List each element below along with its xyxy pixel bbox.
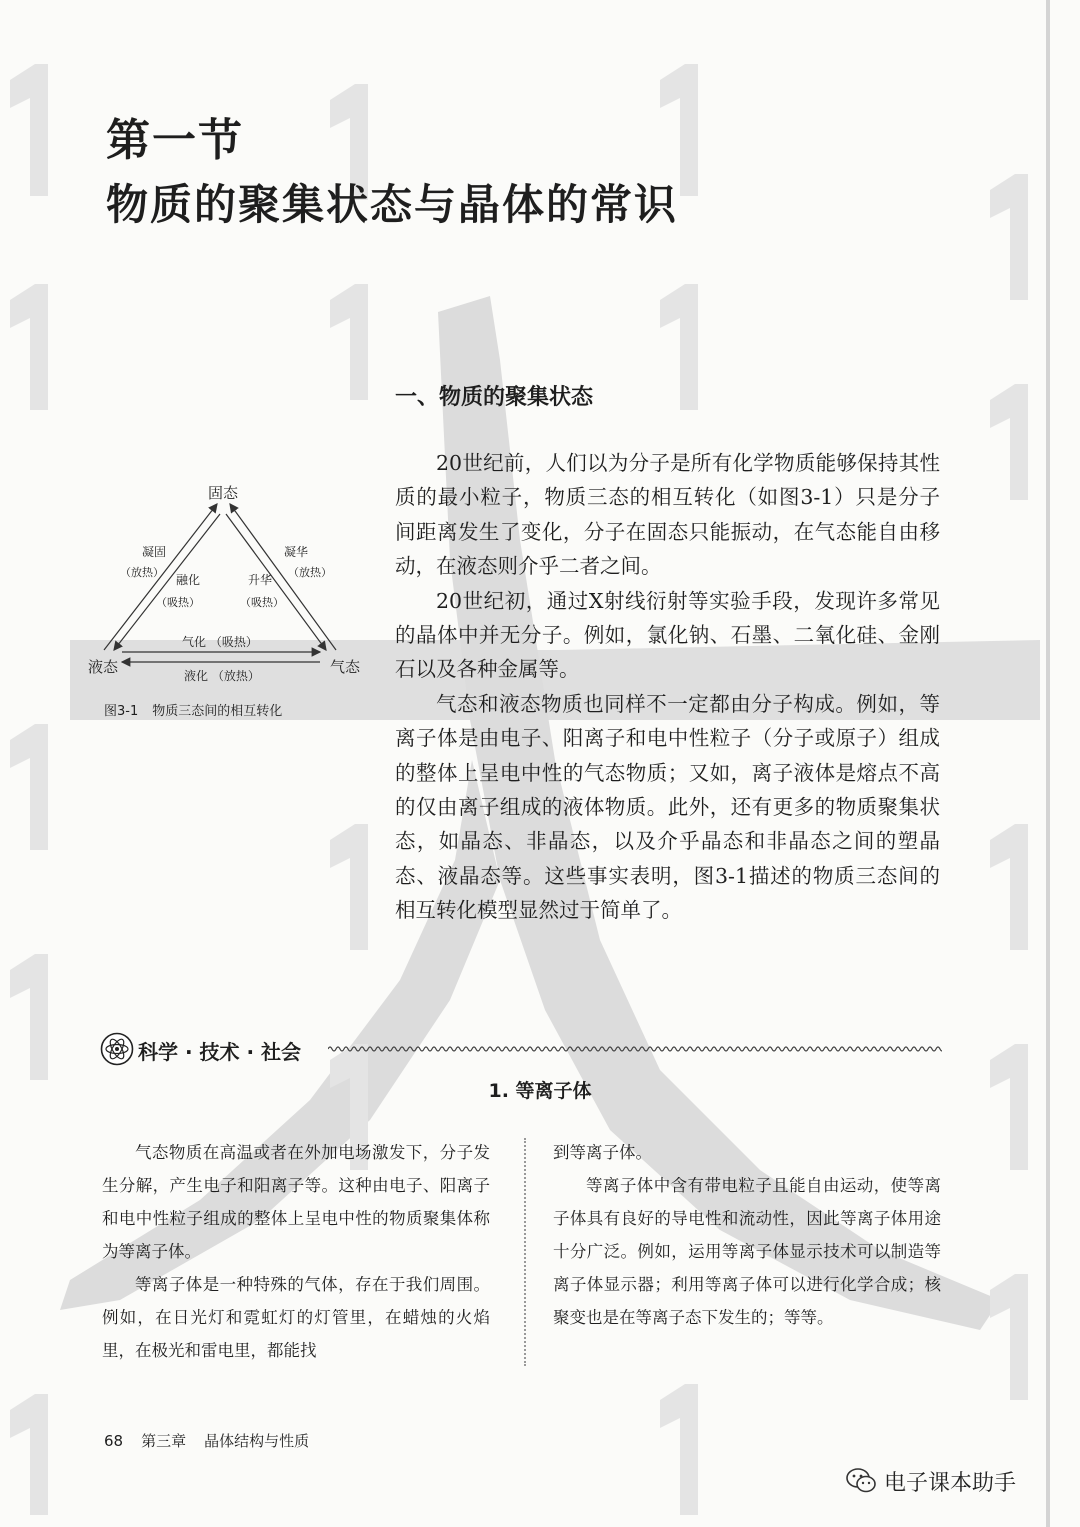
sublime-heat-label: （吸热）	[240, 596, 284, 609]
paragraph: 气态和液态物质也同样不一定都由分子构成。例如，等离子体是由电子、阳离子和电中性粒子（分子或原子）组成的整体上呈电中性的气态物质；又如，离子液体是熔点不高的仅由离子组成的液体物质。此外，还有更多的物质聚集状态，如晶态、非晶态，以及介乎晶态和非晶态之间的塑晶态、液晶态等。这些事实表明，图3-1描述的物质三态间的相互转化模型显然过于简单了。	[395, 691, 940, 923]
watermark-text: 电子课本助手	[884, 1470, 1017, 1496]
paragraph: 20世纪前，人们以为分子是所有化学物质能够保持其性质的最小粒子，物质三态的相互转化（如图3-1）只是分子间距离发生了变化，分子在固态只能振动，在气态能自由移动，在液态则介乎二者之间。	[395, 451, 940, 579]
wechat-icon	[846, 1467, 876, 1495]
melt-label: 融化	[176, 573, 201, 587]
sts-subtitle: 1. 等离子体	[488, 1080, 592, 1102]
melt-arrow	[114, 514, 220, 650]
paragraph: 等离子体是一种特殊的气体，存在于我们周围。例如，在日光灯和霓虹灯的灯管里，在蜡烛的火焰里，在极光和雷电里，都能找	[102, 1275, 490, 1360]
subsection-heading: 一、物质的聚集状态	[395, 385, 594, 410]
figure-caption	[104, 700, 296, 719]
liquefy-label: 液化 （放热）	[184, 669, 260, 683]
main-body-text	[395, 446, 940, 928]
chapter-title: 晶体结构与性质	[204, 1432, 310, 1450]
paragraph: 气态物质在高温或者在外加电场激发下，分子发生分解，产生电子和阳离子等。这种由电子、阳离子和电中性粒子组成的整体上呈电中性的物质聚集体称为等离子体。	[102, 1143, 490, 1261]
sts-left-column	[102, 1136, 490, 1367]
solid-label: 固态	[208, 484, 239, 502]
paragraph: 等离子体中含有带电粒子且能自由运动，使等离子体具有良好的导电性和流动性，因此等离子体用途十分广泛。例如，运用等离子体显示技术可以制造等离子体显示器；利用等离子体可以进行化学合成；核聚变也是在等离子态下发生的；等等。	[553, 1176, 941, 1327]
chapter-label: 第三章	[141, 1432, 187, 1450]
vaporize-label: 气化 （吸热）	[182, 635, 258, 649]
figure-number: 图3-1	[104, 704, 139, 719]
wavy-divider	[328, 1044, 942, 1054]
section-title: 物质的聚集状态与晶体的常识	[106, 180, 679, 229]
page-footer	[104, 1430, 327, 1451]
page-edge-shadow	[1046, 0, 1050, 1527]
gas-label: 气态	[330, 658, 361, 676]
wechat-watermark	[846, 1464, 1016, 1498]
sts-section-label: 科学 · 技术 · 社会	[138, 1040, 302, 1064]
paragraph-continuation: 到等离子体。	[553, 1143, 652, 1162]
deposit-label: 凝华	[284, 545, 309, 559]
freeze-heat-label: （放热）	[120, 566, 164, 579]
page-number: 68	[104, 1432, 124, 1450]
sublime-label: 升华	[248, 573, 273, 587]
section-number-label: 第一节	[106, 115, 244, 166]
atom-icon	[100, 1032, 134, 1066]
sublime-arrow	[226, 514, 326, 650]
column-divider	[524, 1138, 526, 1366]
state-transition-diagram	[80, 478, 380, 688]
sts-section-header	[100, 1030, 942, 1070]
deposit-heat-label: （放热）	[288, 566, 332, 579]
freeze-label: 凝固	[142, 545, 167, 559]
liquid-label: 液态	[88, 658, 119, 676]
melt-heat-label: （吸热）	[156, 596, 200, 609]
figure-caption-text: 物质三态间的相互转化	[152, 704, 283, 719]
paragraph: 20世纪初，通过X射线衍射等实验手段，发现许多常见的晶体中并无分子。例如，氯化钠、石墨、二氧化硅、金刚石以及各种金属等。	[395, 588, 940, 682]
sts-right-column	[553, 1136, 941, 1334]
